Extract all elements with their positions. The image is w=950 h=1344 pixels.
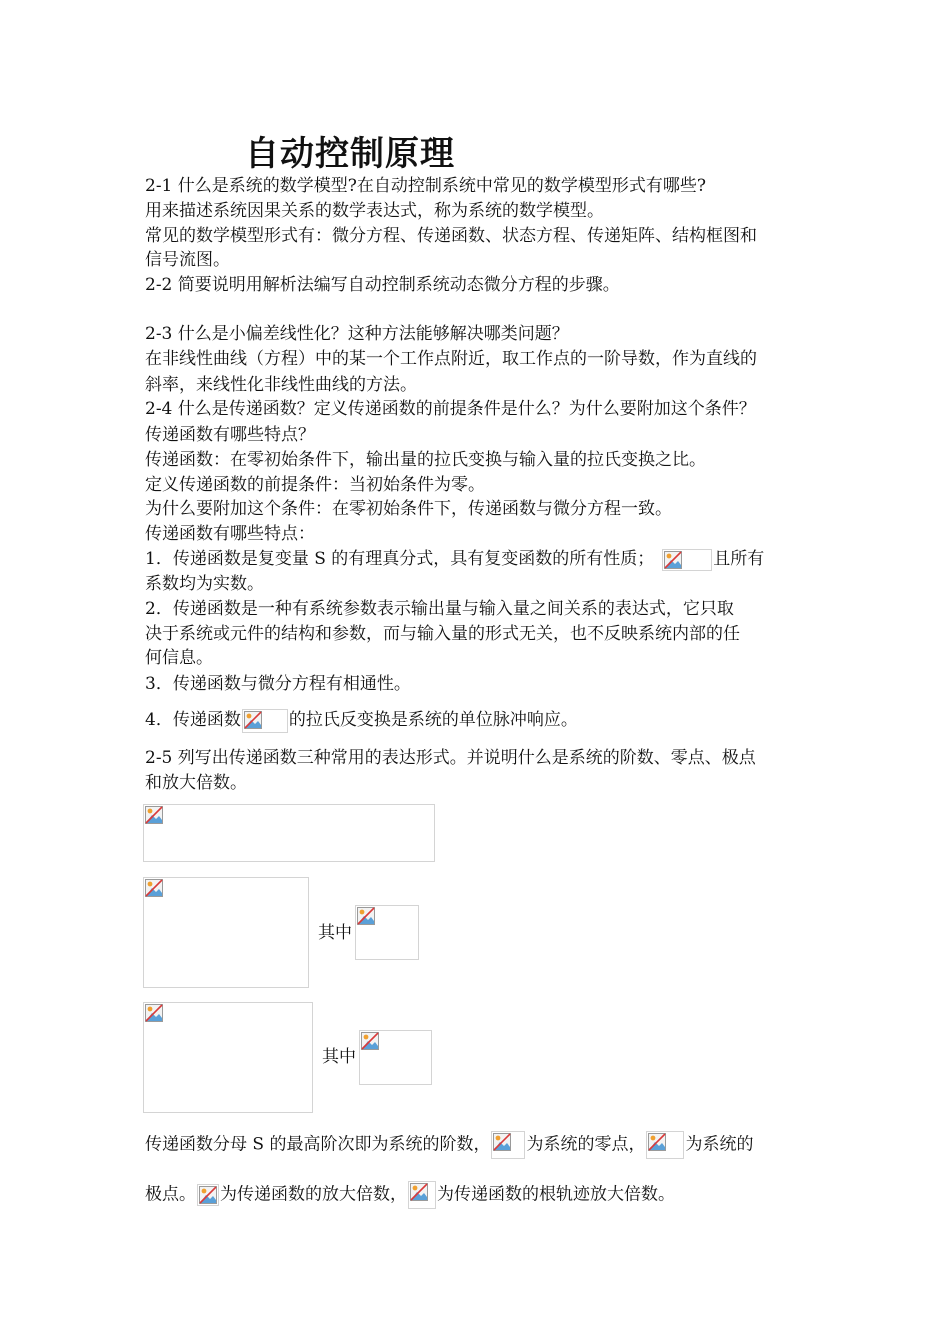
feature-item-3: 3．传递函数与微分方程有相通性。 [145, 674, 411, 694]
gain-text [145, 1181, 675, 1209]
broken-image-icon [361, 1032, 379, 1050]
answer-text: 定义传递函数的前提条件：当初始条件为零。 [145, 475, 485, 495]
formula-image-1 [143, 804, 435, 862]
question-2-1: 2-1 什么是系统的数学模型?在自动控制系统中常见的数学模型形式有哪些? [145, 176, 707, 196]
broken-image-icon [357, 907, 375, 925]
answer-text: 斜率，来线性化非线性曲线的方法。 [145, 375, 417, 395]
broken-image-icon [664, 551, 682, 569]
formula-image [491, 1131, 525, 1159]
feature-text: 且所有 [713, 549, 765, 569]
formula-image [662, 549, 712, 571]
body-text: 为传递函数的放大倍数， [220, 1184, 407, 1205]
broken-image-icon [410, 1183, 428, 1201]
answer-text: 信号流图。 [145, 250, 230, 270]
feature-text: 的拉氏反变换是系统的单位脉冲响应。 [288, 710, 578, 730]
qizhong-label: 其中 [322, 1047, 356, 1067]
formula-image [197, 1184, 219, 1206]
broken-image-icon [648, 1133, 666, 1151]
formula-image [408, 1181, 436, 1209]
formula-image [646, 1131, 684, 1159]
answer-text: 传递函数有哪些特点： [145, 524, 315, 544]
feature-item-2: 2．传递函数是一种有系统参数表示输出量与输入量之间关系的表达式，它只取 [145, 599, 734, 619]
feature-item-1 [145, 547, 764, 571]
body-text: 为系统的 [685, 1134, 754, 1155]
body-text: 极点。 [145, 1184, 196, 1205]
body-text: 为系统的零点， [526, 1134, 646, 1155]
answer-text: 用来描述系统因果关系的数学表达式，称为系统的数学模型。 [145, 201, 604, 221]
answer-text: 传递函数：在零初始条件下，输出量的拉氏变换与输入量的拉氏变换之比。 [145, 450, 706, 470]
question-2-4: 2-4 什么是传递函数？定义传递函数的前提条件是什么？为什么要附加这个条件？ [145, 399, 756, 419]
formula-image-4 [143, 1002, 313, 1113]
question-2-3: 2-3 什么是小偏差线性化？这种方法能够解决哪类问题？ [145, 324, 569, 344]
question-text: 和放大倍数。 [145, 773, 247, 793]
formula-image-5 [359, 1030, 432, 1085]
answer-text: 系数均为实数。 [145, 574, 264, 594]
qizhong-label: 其中 [318, 923, 352, 943]
body-text: 为传递函数的根轨迹放大倍数。 [437, 1184, 675, 1205]
answer-text: 在非线性曲线（方程）中的某一个工作点附近，取工作点的一阶导数，作为直线的 [145, 349, 757, 369]
formula-image-3 [355, 905, 419, 960]
answer-text: 为什么要附加这个条件：在零初始条件下，传递函数与微分方程一致。 [145, 499, 672, 519]
broken-image-icon [145, 1004, 163, 1022]
broken-image-icon [244, 711, 262, 729]
answer-text: 何信息。 [145, 648, 213, 668]
formula-image-2 [143, 877, 309, 988]
formula-image [242, 709, 288, 733]
question-2-5: 2-5 列写出传递函数三种常用的表达形式。并说明什么是系统的阶数、零点、极点 [145, 748, 756, 768]
feature-item-4 [145, 708, 578, 733]
order-zero-pole-text [145, 1131, 753, 1159]
body-text: 传递函数分母 S 的最高阶次即为系统的阶数， [145, 1134, 491, 1155]
answer-text: 常见的数学模型形式有：微分方程、传递函数、状态方程、传递矩阵、结构框图和 [145, 226, 757, 246]
feature-text: 4．传递函数 [145, 710, 241, 730]
broken-image-icon [493, 1133, 511, 1151]
broken-image-icon [145, 879, 163, 897]
broken-image-icon [199, 1186, 217, 1204]
question-text: 传递函数有哪些特点？ [145, 425, 315, 445]
question-2-2: 2-2 简要说明用解析法编写自动控制系统动态微分方程的步骤。 [145, 275, 620, 295]
document-title: 自动控制原理 [245, 134, 455, 174]
answer-text: 决于系统或元件的结构和参数，而与输入量的形式无关，也不反映系统内部的任 [145, 624, 740, 644]
feature-text: 1．传递函数是复变量 S 的有理真分式，具有复变函数的所有性质； [145, 549, 655, 569]
broken-image-icon [145, 806, 163, 824]
